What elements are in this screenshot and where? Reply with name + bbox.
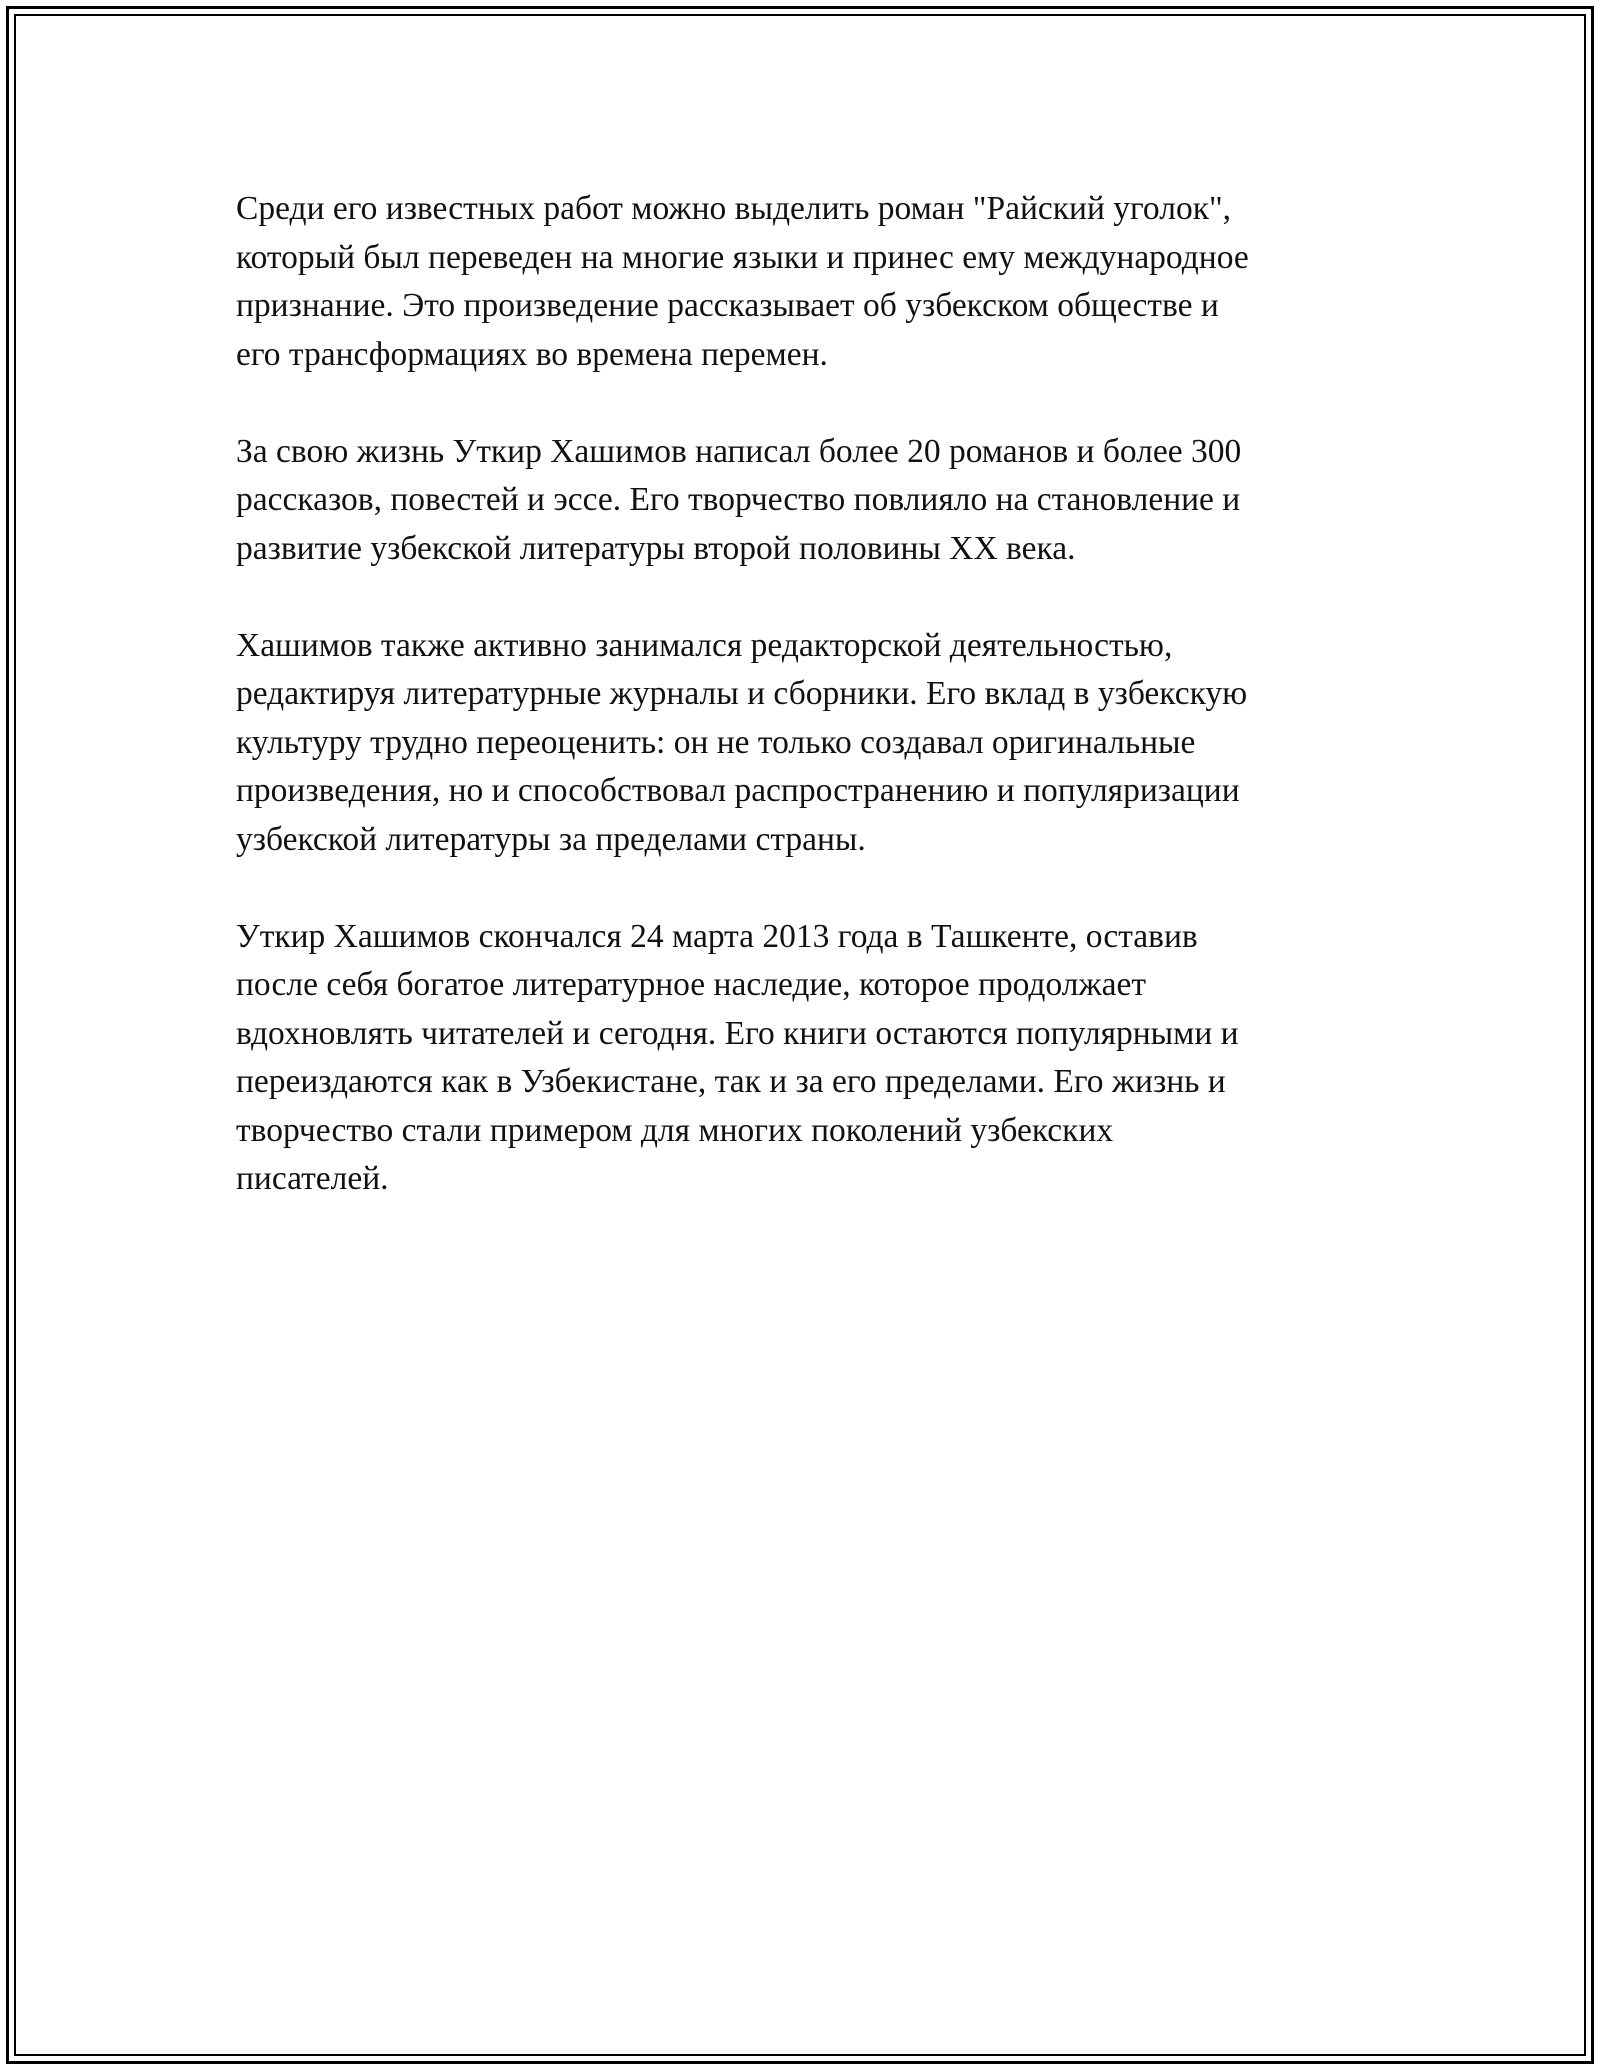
- document-body: [236, 185, 1366, 1252]
- paragraph-4: Уткир Хашимов скончался 24 марта 2013 года в Ташкенте, оставив после себя богатое литературное наследие, которое продолжает вдохновлять читателей и сегодня. Его книги остаются популярными и переиздаются как в Узбекистане, так и за его пределами. Его жизнь и творчество стали примером для многих поколений узбекских писателей.: [236, 917, 1239, 1197]
- paragraph-2: За свою жизнь Уткир Хашимов написал более 20 романов и более 300 рассказов, повестей и эссе. Его творчество повлияло на становление и развитие узбекской литературы второй половины XX века.: [236, 432, 1242, 567]
- paragraph-3: Хашимов также активно занимался редакторской деятельностью, редактируя литературные журналы и сборники. Его вклад в узбекскую культуру трудно переоценить: он не только создавал оригинальные произведения, но и способствовал распространению и популяризации узбекской литературы за пределами страны.: [236, 626, 1248, 858]
- paragraph-1: Среди его известных работ можно выделить роман "Райский уголок", который был переведен на многие языки и принес ему международное признание. Это произведение рассказывает об узбекском обществе и его трансформациях во времена перемен.: [236, 190, 1249, 373]
